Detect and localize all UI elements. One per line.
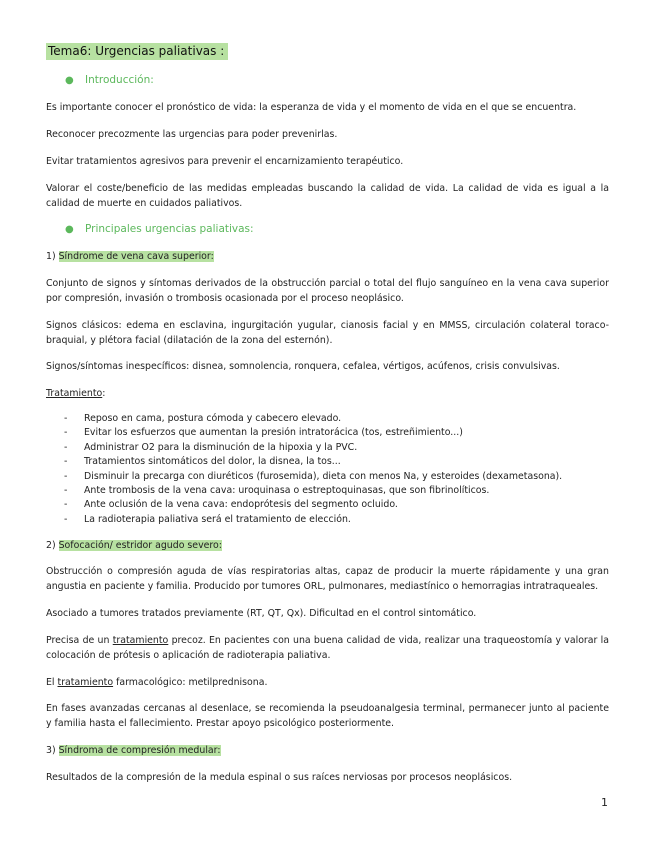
page-title: Tema6: Urgencias paliativas : bbox=[46, 43, 228, 60]
dash-bullet: - bbox=[64, 441, 68, 453]
list-item-text: Tratamientos sintomáticos del dolor, la disnea, la tos... bbox=[84, 456, 341, 468]
underlined-text: tratamiento bbox=[57, 677, 114, 688]
list-item bbox=[64, 441, 562, 455]
urgency-heading-1 bbox=[46, 249, 609, 264]
dash-bullet: - bbox=[64, 427, 68, 439]
text-run: precoz. En pacientes con una buena calidad de vida, realizar una traqueostomía y valorar la colocación de prótesis o aplicación de radioterapia paliativa. bbox=[46, 635, 610, 661]
list-item bbox=[64, 426, 562, 440]
section-heading-introduccion bbox=[65, 73, 154, 87]
section-heading-label: Principales urgencias paliativas: bbox=[85, 223, 254, 235]
urgency-title: Sofocación/ estridor agudo severo: bbox=[58, 540, 222, 551]
bullet-icon: ● bbox=[65, 224, 74, 235]
paragraph: Obstrucción o compresión aguda de vías respiratorias altas, capaz de producir la muerte rápidamente y una gran angustia en paciente y familia. Producido por tumores ORL, pulmonares, mediastínico o hemorragias intratraqueales. bbox=[46, 566, 609, 592]
intro-paragraph: Es importante conocer el pronóstico de vida: la esperanza de vida y el momento de vida en el que se encuentra. bbox=[46, 102, 577, 113]
dash-bullet: - bbox=[64, 470, 68, 482]
list-item bbox=[64, 455, 562, 469]
urgency-heading-3 bbox=[46, 743, 609, 758]
section-heading-label: Introducción: bbox=[85, 74, 154, 86]
urgency-number: 3) bbox=[46, 745, 59, 756]
list-item-text: Evitar los esfuerzos que aumentan la presión intratorácica (tos, estreñimiento...) bbox=[84, 427, 463, 439]
dash-bullet: - bbox=[64, 413, 68, 424]
paragraph bbox=[46, 675, 609, 690]
list-item bbox=[64, 498, 562, 512]
dash-bullet: - bbox=[64, 499, 68, 511]
intro-paragraph: Reconocer precozmente las urgencias para poder prevenirlas. bbox=[46, 129, 338, 140]
paragraph: Conjunto de signos y síntomas derivados de la obstrucción parcial o total del flujo sanguíneo en la vena cava superior por compresión, invasión o trombosis ocasionada por el proceso neoplásico. bbox=[46, 278, 609, 304]
text-run: Precisa de un bbox=[46, 635, 113, 646]
list-item bbox=[64, 513, 562, 527]
list-item-text: Ante oclusión de la vena cava: endoprótesis del segmento ocluido. bbox=[84, 499, 398, 511]
dash-bullet: - bbox=[64, 485, 68, 497]
section-heading-urgencias bbox=[65, 222, 254, 236]
urgency-number: 2) bbox=[46, 540, 59, 551]
urgency-title: Síndroma de compresión medular: bbox=[58, 745, 221, 756]
treatment-label-text: Tratamiento bbox=[46, 388, 103, 399]
urgency-number: 1) bbox=[46, 251, 59, 262]
urgency-heading-2 bbox=[46, 538, 609, 553]
intro-paragraph: Evitar tratamientos agresivos para prevenir el encarnizamiento terapéutico. bbox=[46, 156, 404, 167]
paragraph: En fases avanzadas cercanas al desenlace, se recomienda la pseudoanalgesia terminal, permanecer junto al paciente y familia hasta el fallecimiento. Prestar apoyo psicológico posteriormente. bbox=[46, 703, 609, 729]
treatment-label bbox=[46, 386, 609, 401]
text-run: El bbox=[46, 677, 58, 688]
dash-bullet: - bbox=[64, 513, 68, 525]
list-item-text: Reposo en cama, postura cómoda y cabecero elevado. bbox=[84, 413, 342, 424]
paragraph bbox=[46, 633, 609, 663]
list-item bbox=[64, 412, 562, 426]
intro-paragraph: Valorar el coste/beneficio de las medidas empleadas buscando la calidad de vida. La calidad de vida es igual a la calidad de muerte en cuidados paliativos. bbox=[46, 183, 609, 209]
dash-bullet: - bbox=[64, 456, 68, 468]
colon: : bbox=[102, 388, 106, 399]
list-item-text: Disminuir la precarga con diuréticos (furosemida), dieta con menos Na, y esteroides (dexametasona). bbox=[84, 470, 563, 482]
paragraph: Resultados de la compresión de la medula espinal o sus raíces nerviosas por procesos neoplásicos. bbox=[46, 772, 513, 783]
list-item-text: Administrar O2 para la disminución de la hipoxia y la PVC. bbox=[84, 441, 358, 453]
underlined-text: tratamiento bbox=[112, 635, 169, 646]
list-item-text: Ante trombosis de la vena cava: uroquinasa o estreptoquinasas, que son fibrinolíticos. bbox=[84, 485, 490, 497]
treatment-list bbox=[64, 412, 562, 527]
list-item bbox=[64, 484, 562, 498]
paragraph: Asociado a tumores tratados previamente (RT, QT, Qx). Dificultad en el control sintomático. bbox=[46, 608, 477, 619]
paragraph: Signos/síntomas inespecíficos: disnea, somnolencia, ronquera, cefalea, vértigos, acúfenos, crisis convulsivas. bbox=[46, 361, 560, 372]
list-item-text: La radioterapia paliativa será el tratamiento de elección. bbox=[84, 513, 351, 525]
paragraph: Signos clásicos: edema en esclavina, ingurgitación yugular, cianosis facial y en MMSS, circulación colateral toraco-braquial, y plétora facial (dilatación de la zona del esternón). bbox=[46, 320, 609, 346]
page-number: 1 bbox=[601, 796, 608, 809]
list-item bbox=[64, 470, 562, 484]
urgency-title: Síndrome de vena cava superior: bbox=[58, 251, 214, 262]
text-run: farmacológico: metilprednisona. bbox=[113, 677, 268, 688]
bullet-icon: ● bbox=[65, 75, 74, 86]
